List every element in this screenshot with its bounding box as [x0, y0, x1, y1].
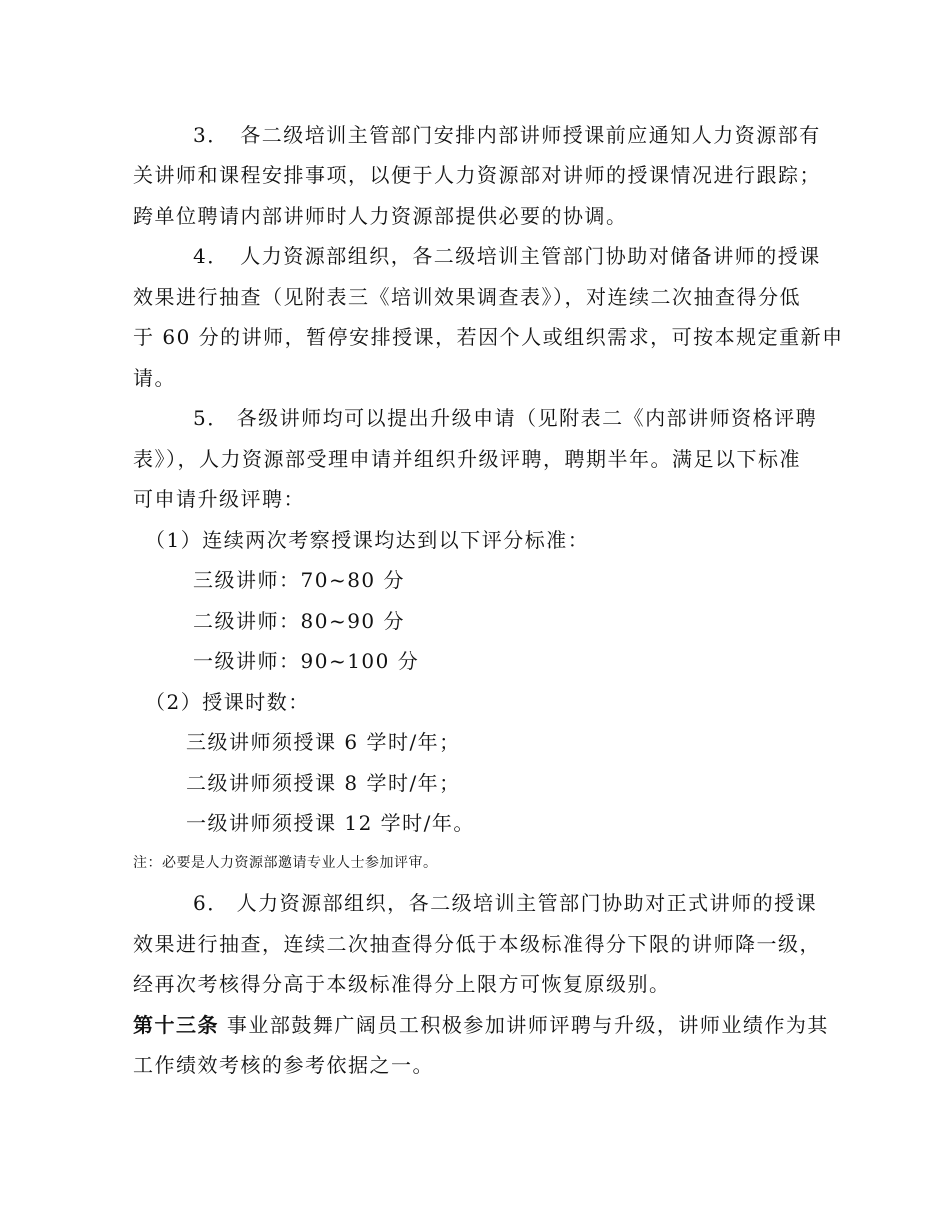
score-standard: 三级讲师：70~80 分 — [193, 568, 406, 592]
article-13-label: 第十三条 — [133, 1013, 219, 1037]
article-13-line-1 — [133, 1012, 829, 1038]
item-6-line-3: 经再次考核得分高于本级标准得分上限方可恢复原级别。 — [133, 972, 671, 996]
teaching-hours: 一级讲师须授课 12 学时/年。 — [186, 811, 475, 835]
teaching-hours: 三级讲师须授课 6 学时/年； — [186, 730, 461, 754]
review-note: 注：必要是人力资源部邀请专业人士参加评审。 — [133, 855, 438, 871]
score-standard: 一级讲师：90~100 分 — [193, 649, 420, 673]
item-5-line-2: 表》），人力资源部受理申请并组织升级评聘，聘期半年。满足以下标准 — [133, 447, 801, 471]
item-5-line-1: 5． 各级讲师均可以提出升级申请（见附表二《内部讲师资格评聘 — [193, 406, 818, 430]
article-13-line-2: 工作绩效考核的参考依据之一。 — [133, 1053, 434, 1077]
item-4-line-1: 4． 人力资源部组织，各二级培训主管部门协助对储备讲师的授课 — [193, 244, 821, 268]
score-standard: 二级讲师：80~90 分 — [193, 609, 406, 633]
item-3-line-3: 跨单位聘请内部讲师时人力资源部提供必要的协调。 — [133, 204, 628, 228]
item-6-line-1: 6． 人力资源部组织，各二级培训主管部门协助对正式讲师的授课 — [193, 891, 818, 915]
item-6-line-2: 效果进行抽查，连续二次抽查得分低于本级标准得分下限的讲师降一级， — [133, 932, 821, 956]
item-3-line-2: 关讲师和课程安排事项，以便于人力资源部对讲师的授课情况进行跟踪； — [133, 163, 821, 187]
item-4-line-3: 于 60 分的讲师，暂停安排授课，若因个人或组织需求，可按本规定重新申 — [133, 325, 844, 349]
item-4-line-4: 请。 — [133, 366, 176, 390]
condition-2: （2）授课时数： — [145, 690, 310, 714]
item-3-line-1: 3． 各二级培训主管部门安排内部讲师授课前应通知人力资源部有 — [193, 123, 821, 147]
article-13-text: 事业部鼓舞广阔员工积极参加讲师评聘与升级，讲师业绩作为其 — [226, 1013, 829, 1037]
item-5-line-3: 可申请升级评聘： — [133, 487, 305, 511]
condition-1: （1）连续两次考察授课均达到以下评分标准： — [145, 528, 590, 552]
teaching-hours: 二级讲师须授课 8 学时/年； — [186, 771, 461, 795]
item-4-line-2: 效果进行抽查（见附表三《培训效果调查表》），对连续二次抽查得分低 — [133, 285, 801, 309]
